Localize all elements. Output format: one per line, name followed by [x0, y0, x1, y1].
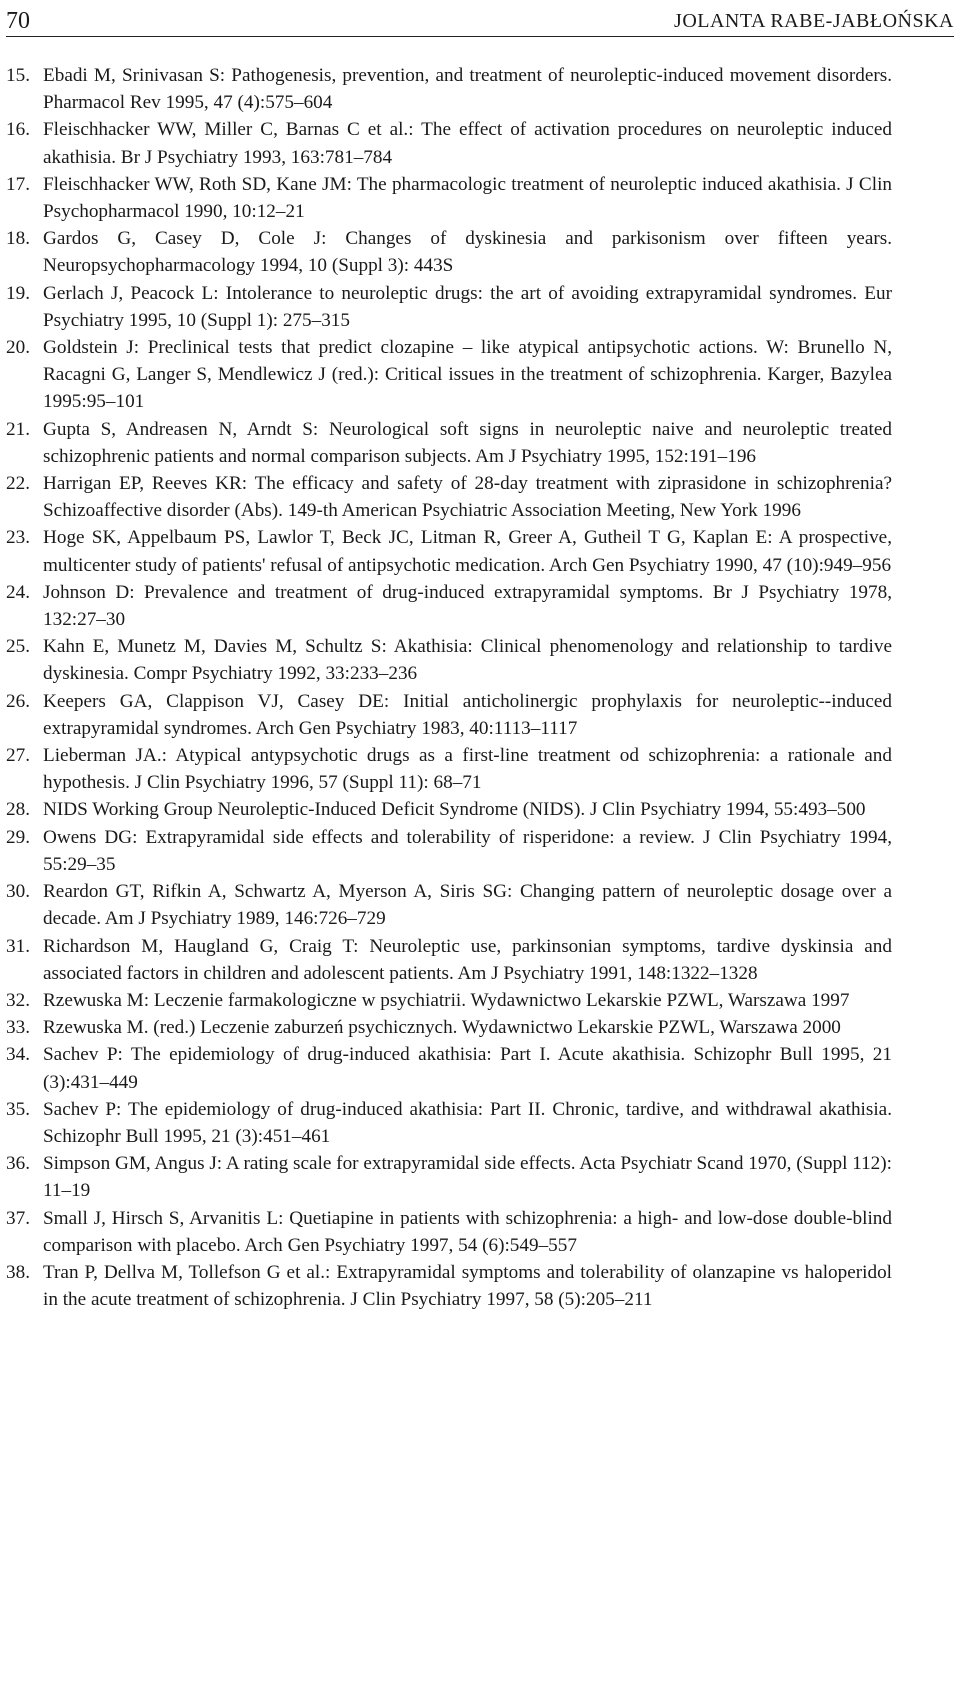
reference-item: [6, 416, 892, 470]
reference-number: 37.: [6, 1207, 30, 1229]
reference-number: 31.: [6, 935, 30, 957]
reference-text: Hoge SK, Appelbaum PS, Lawlor T, Beck JC, Litman R, Greer A, Gutheil T G, Kaplan E: A prospective, multicenter study of patients' refusal of antipsychotic medication. Arch Gen Psychiatry 1990, 47 (10):949–956: [43, 527, 892, 576]
reference-number: 18.: [6, 228, 30, 250]
reference-text: Simpson GM, Angus J: A rating scale for extrapyramidal side effects. Acta Psychiatr Scand 1970, (Suppl 112): 11–19: [43, 1153, 892, 1202]
reference-item: [6, 688, 892, 742]
reference-text: NIDS Working Group Neuroleptic-Induced Deficit Syndrome (NIDS). J Clin Psychiatry 1994, 55:493–500: [43, 799, 866, 821]
reference-item: [6, 1150, 892, 1204]
reference-number: 32.: [6, 989, 30, 1011]
reference-item: [6, 1041, 892, 1095]
reference-text: Rzewuska M: Leczenie farmakologiczne w psychiatrii. Wydawnictwo Lekarskie PZWL, Warszawa 1997: [43, 989, 850, 1011]
reference-number: 36.: [6, 1153, 30, 1175]
reference-text: Richardson M, Haugland G, Craig T: Neuroleptic use, parkinsonian symptoms, tardive dyskinsia and associated factors in children and adolescent patients. Am J Psychiatry 1991, 148:1322–1328: [43, 935, 892, 984]
reference-item: [6, 633, 892, 687]
reference-number: 19.: [6, 282, 30, 304]
reference-list: [6, 62, 892, 1313]
reference-number: 34.: [6, 1044, 30, 1066]
reference-text: Sachev P: The epidemiology of drug-induced akathisia: Part I. Acute akathisia. Schizophr Bull 1995, 21 (3):431–449: [43, 1044, 892, 1093]
page-number: 70: [6, 8, 30, 34]
reference-item: [6, 987, 892, 1014]
reference-number: 35.: [6, 1098, 30, 1120]
reference-text: Johnson D: Prevalence and treatment of drug-induced extrapyramidal symptoms. Br J Psychiatry 1978, 132:27–30: [43, 581, 892, 631]
reference-text: Ebadi M, Srinivasan S: Pathogenesis, prevention, and treatment of neuroleptic-induced movement disorders. Pharmacol Rev 1995, 47 (4):575–604: [43, 65, 892, 114]
reference-item: [6, 1205, 892, 1259]
reference-item: [6, 524, 892, 578]
reference-text: Kahn E, Munetz M, Davies M, Schultz S: Akathisia: Clinical phenomenology and relationship to tardive dyskinesia. Compr Psychiatry 1992, 33:233–236: [43, 636, 892, 685]
reference-text: Sachev P: The epidemiology of drug-induced akathisia: Part II. Chronic, tardive, and withdrawal akathisia. Schizophr Bull 1995, 21 (3):451–461: [43, 1098, 892, 1147]
reference-item: [6, 796, 892, 823]
reference-item: [6, 824, 892, 878]
reference-item: [6, 116, 892, 170]
reference-text: Rzewuska M. (red.) Leczenie zaburzeń psychicznych. Wydawnictwo Lekarskie PZWL, Warszawa 2000: [43, 1017, 841, 1039]
reference-item: [6, 579, 892, 633]
reference-text: Gardos G, Casey D, Cole J: Changes of dyskinesia and parkisonism over fifteen years. Neuropsychopharmacology 1994, 10 (Suppl 3): 443S: [43, 228, 892, 277]
reference-number: 33.: [6, 1017, 30, 1039]
reference-number: 16.: [6, 119, 30, 141]
reference-text: Fleischhacker WW, Miller C, Barnas C et al.: The effect of activation procedures on neuroleptic induced akathisia. Br J Psychiatry 1993, 163:781–784: [43, 119, 892, 168]
reference-number: 15.: [6, 65, 30, 86]
reference-number: 20.: [6, 337, 30, 359]
reference-number: 29.: [6, 826, 30, 848]
reference-number: 21.: [6, 418, 30, 440]
reference-text: Lieberman JA.: Atypical antypsychotic drugs as a first-line treatment od schizophrenia: a rationale and hypothesis. J Clin Psychiatry 1996, 57 (Suppl 11): 68–71: [43, 745, 892, 794]
reference-item: [6, 1259, 892, 1313]
page-header: [6, 0, 954, 37]
reference-text: Small J, Hirsch S, Arvanitis L: Quetiapine in patients with schizophrenia: a high- and low-dose double-blind comparison with placebo. Arch Gen Psychiatry 1997, 54 (6):549–557: [43, 1207, 892, 1256]
reference-text: Harrigan EP, Reeves KR: The efficacy and safety of 28-day treatment with ziprasidone in schizophrenia? Schizoaffective disorder (Abs). 149-th American Psychiatric Association Meeting, New York 1996: [43, 473, 892, 522]
reference-number: 22.: [6, 473, 30, 495]
reference-item: [6, 470, 892, 524]
reference-number: 23.: [6, 527, 30, 549]
reference-text: Goldstein J: Preclinical tests that predict clozapine – like atypical antipsychotic actions. W: Brunello N, Racagni G, Langer S, Mendlewicz J (red.): Critical issues in the treatment of schizophrenia. Karger, Bazylea 1995:95–101: [43, 337, 892, 413]
reference-number: 28.: [6, 799, 30, 821]
reference-number: 17.: [6, 173, 30, 195]
reference-item: [6, 280, 892, 334]
reference-text: Owens DG: Extrapyramidal side effects and tolerability of risperidone: a review. J Clin Psychiatry 1994, 55:29–35: [43, 826, 892, 875]
reference-item: [6, 62, 892, 116]
reference-text: Gupta S, Andreasen N, Arndt S: Neurological soft signs in neuroleptic naive and neuroleptic treated schizophrenic patients and normal comparison subjects. Am J Psychiatry 1995, 152:191–196: [43, 418, 892, 467]
reference-number: 27.: [6, 745, 30, 767]
reference-number: 24.: [6, 581, 30, 603]
reference-item: [6, 1096, 892, 1150]
reference-text: Reardon GT, Rifkin A, Schwartz A, Myerson A, Siris SG: Changing pattern of neuroleptic dosage over a decade. Am J Psychiatry 1989, 146:726–729: [43, 881, 892, 930]
running-title: JOLANTA RABE-JABŁOŃSKA: [674, 10, 954, 32]
reference-number: 30.: [6, 881, 30, 903]
reference-text: Fleischhacker WW, Roth SD, Kane JM: The pharmacologic treatment of neuroleptic induced akathisia. J Clin Psychopharmacol 1990, 10:12–21: [43, 173, 892, 223]
reference-text: Tran P, Dellva M, Tollefson G et al.: Extrapyramidal symptoms and tolerability of olanzapine vs haloperidol in the acute treatment of schizophrenia. J Clin Psychiatry 1997, 58 (5):205–211: [43, 1261, 892, 1311]
reference-text: Gerlach J, Peacock L: Intolerance to neuroleptic drugs: the art of avoiding extrapyramidal syndromes. Eur Psychiatry 1995, 10 (Suppl 1): 275–315: [43, 282, 892, 331]
reference-item: [6, 171, 892, 225]
reference-number: 26.: [6, 690, 30, 712]
reference-item: [6, 742, 892, 796]
reference-item: [6, 1014, 892, 1041]
reference-number: 25.: [6, 636, 30, 658]
reference-item: [6, 225, 892, 279]
reference-number: 38.: [6, 1261, 30, 1283]
reference-item: [6, 878, 892, 932]
reference-item: [6, 933, 892, 987]
reference-item: [6, 334, 892, 416]
reference-text: Keepers GA, Clappison VJ, Casey DE: Initial anticholinergic prophylaxis for neuroleptic--induced extrapyramidal syndromes. Arch Gen Psychiatry 1983, 40:1113–1117: [43, 690, 892, 739]
